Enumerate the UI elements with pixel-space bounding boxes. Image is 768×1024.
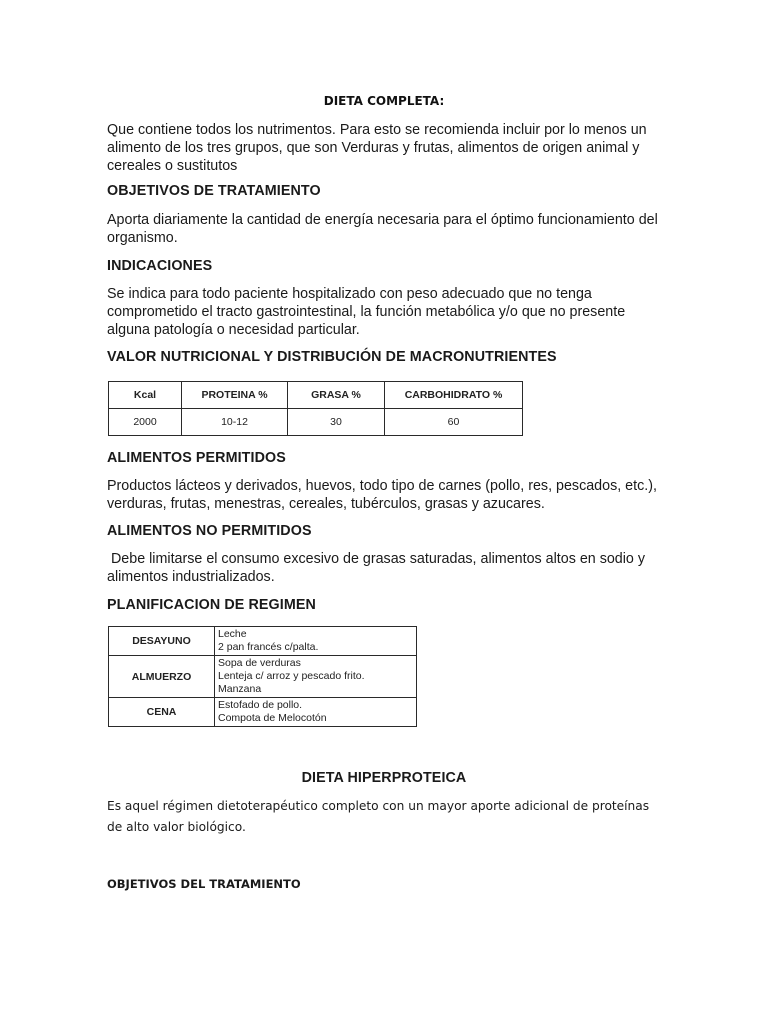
nutrition-table-data-row xyxy=(109,409,523,436)
nutrition-cell-proteina: 10-12 xyxy=(182,409,288,436)
objetivos-heading: OBJETIVOS DE TRATAMIENTO xyxy=(107,183,321,199)
planificacion-heading: PLANIFICACION DE REGIMEN xyxy=(107,597,316,613)
regimen-items-cena xyxy=(215,698,417,727)
nutrition-cell-carbohidrato: 60 xyxy=(385,409,523,436)
regimen-table xyxy=(108,626,417,727)
regimen-items-desayuno xyxy=(215,627,417,656)
nutrition-header-proteina: PROTEINA % xyxy=(182,382,288,409)
section-title-dieta-hiperproteica: DIETA HIPERPROTEICA xyxy=(301,770,467,786)
regimen-row-cena xyxy=(109,698,417,727)
regimen-item: 2 pan francés c/palta. xyxy=(218,641,319,653)
dieta-completa-intro: Que contiene todos los nutrimentos. Para esto se recomienda incluir por lo menos un alimento de los tres grupos, que son Verduras y frutas, alimentos de origen animal y cereales o sustitutos xyxy=(107,122,647,174)
indicaciones-heading: INDICACIONES xyxy=(107,258,213,274)
regimen-meal-almuerzo: ALMUERZO xyxy=(109,656,215,698)
alimentos-permitidos-heading: ALIMENTOS PERMITIDOS xyxy=(107,450,286,466)
regimen-meal-cena: CENA xyxy=(109,698,215,727)
valor-nutricional-heading: VALOR NUTRICIONAL Y DISTRIBUCIÓN DE MACRONUTRIENTES xyxy=(107,349,557,365)
dieta-hiperproteica-intro: Es aquel régimen dietoterapéutico completo con un mayor aporte adicional de proteínas de alto valor biológico. xyxy=(107,799,650,834)
nutrition-header-kcal: Kcal xyxy=(109,382,182,409)
regimen-item: Compota de Melocotón xyxy=(218,712,327,724)
objetivos-text: Aporta diariamente la cantidad de energía necesaria para el óptimo funcionamiento del organismo. xyxy=(107,212,658,246)
regimen-item: Leche xyxy=(218,628,247,640)
alimentos-no-permitidos-text: Debe limitarse el consumo excesivo de grasas saturadas, alimentos altos en sodio y alimentos industrializados. xyxy=(107,551,649,585)
nutrition-header-grasa: GRASA % xyxy=(288,382,385,409)
regimen-row-almuerzo xyxy=(109,656,417,698)
alimentos-no-permitidos-heading: ALIMENTOS NO PERMITIDOS xyxy=(107,523,312,539)
regimen-item: Manzana xyxy=(218,683,262,695)
regimen-meal-desayuno: DESAYUNO xyxy=(109,627,215,656)
indicaciones-text: Se indica para todo paciente hospitalizado con peso adecuado que no tenga comprometido el tracto gastrointestinal, la función metabólica y/o que no presente alguna patología o necesidad particular. xyxy=(107,286,626,338)
regimen-item: Estofado de pollo. xyxy=(218,699,303,711)
regimen-item: Lenteja c/ arroz y pescado frito. xyxy=(218,670,365,682)
regimen-item: Sopa de verduras xyxy=(218,657,301,669)
section-title-dieta-completa: DIETA COMPLETA: xyxy=(323,94,445,108)
nutrition-table xyxy=(108,381,523,436)
alimentos-permitidos-text: Productos lácteos y derivados, huevos, todo tipo de carnes (pollo, res, pescados, etc.), verduras, frutas, menestras, cereales, tubérculos, grasas y azucares. xyxy=(107,478,657,512)
objetivos-del-tratamiento-heading: OBJETIVOS DEL TRATAMIENTO xyxy=(107,877,301,891)
nutrition-header-carbohidrato: CARBOHIDRATO % xyxy=(385,382,523,409)
nutrition-cell-kcal: 2000 xyxy=(109,409,182,436)
regimen-items-almuerzo xyxy=(215,656,417,698)
nutrition-cell-grasa: 30 xyxy=(288,409,385,436)
nutrition-table-header-row xyxy=(109,382,523,409)
regimen-row-desayuno xyxy=(109,627,417,656)
